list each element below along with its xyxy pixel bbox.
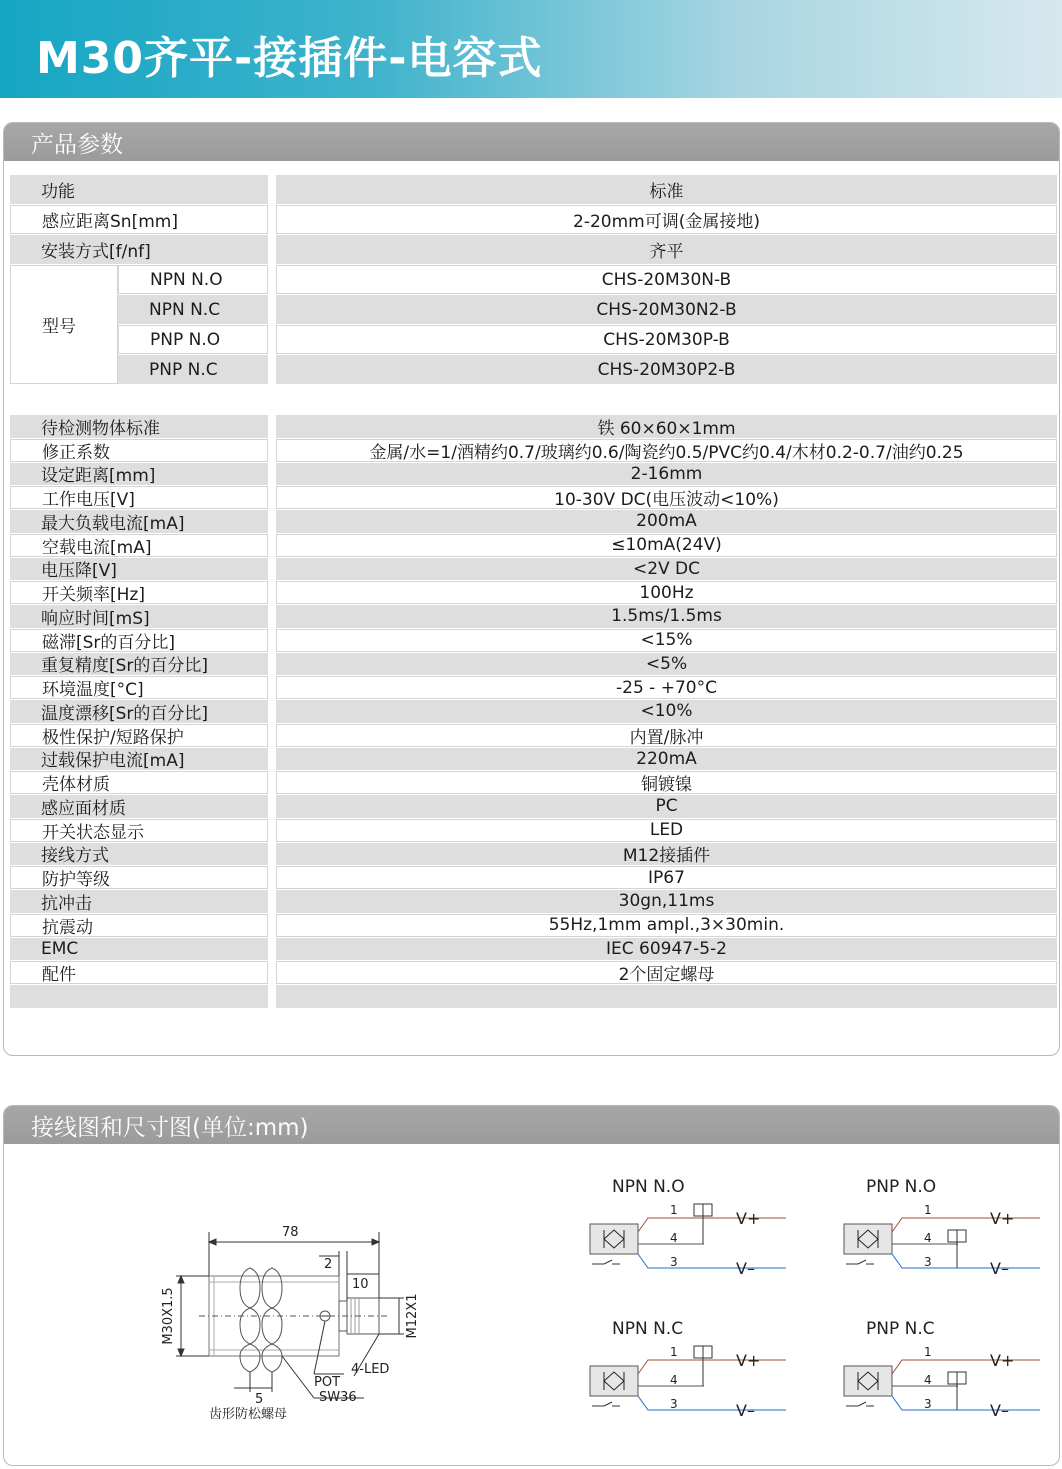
table-header-function: 功能 <box>10 175 268 204</box>
spec-value: -25 - +70°C <box>276 676 1057 699</box>
spec-value: IEC 60947-5-2 <box>276 938 1057 961</box>
wiring-title: NPN N.C <box>612 1319 684 1339</box>
spec-label: 电压降[V] <box>10 558 268 581</box>
dim-thread: M30X1.5 <box>161 1287 176 1345</box>
spec-value: M12接插件 <box>276 843 1057 866</box>
spec-label: 空载电流[mA] <box>10 534 268 557</box>
dimension-drawing <box>154 1216 454 1446</box>
section-title <box>31 1109 309 1142</box>
page-title: M30齐平-接插件-电容式 <box>36 33 543 84</box>
spec-label: 防护等级 <box>10 866 268 889</box>
spec-value: 铜镀镍 <box>276 771 1057 794</box>
spec-label: 温度漂移[Sr的百分比] <box>10 700 268 723</box>
vminus-label: V– <box>736 1259 755 1278</box>
spec-label: 抗震动 <box>10 914 268 937</box>
spec-label: 壳体材质 <box>10 771 268 794</box>
spec-value: <15% <box>276 629 1057 652</box>
pin-1: 1 <box>670 1345 678 1359</box>
spec-label: 开关状态显示 <box>10 819 268 842</box>
pin-4: 4 <box>924 1231 932 1245</box>
spec-value: LED <box>276 819 1057 842</box>
pin-4: 4 <box>670 1231 678 1245</box>
spec-label: 设定距离[mm] <box>10 463 268 486</box>
spec-label: 配件 <box>10 961 268 984</box>
spec-label: 磁滞[Sr的百分比] <box>10 629 268 652</box>
pin-3: 3 <box>924 1397 932 1411</box>
vplus-label: V+ <box>990 1351 1015 1370</box>
model-type-pnp-no: PNP N.O <box>118 325 268 354</box>
vminus-label: V– <box>736 1401 755 1420</box>
spec-label: 感应面材质 <box>10 795 268 818</box>
sensing-distance-value: 2-20mm可调(金属接地) <box>276 205 1057 234</box>
spec-label: 响应时间[mS] <box>10 605 268 628</box>
spec-label: 最大负载电流[mA] <box>10 510 268 533</box>
wrench-label: SW36 <box>319 1390 357 1405</box>
title-banner <box>0 0 1062 98</box>
spec-value: 铁 60×60×1mm <box>276 415 1057 438</box>
spec-value: IP67 <box>276 866 1057 889</box>
spec-label: 工作电压[V] <box>10 486 268 509</box>
mounting-value: 齐平 <box>276 235 1057 264</box>
nut-caption: 齿形防松螺母 <box>209 1407 288 1422</box>
spec-label: 环境温度[°C] <box>10 676 268 699</box>
spec-value: 55Hz,1mm ampl.,3×30min. <box>276 914 1057 937</box>
wiring-diagram <box>586 1316 806 1436</box>
spec-label: 重复精度[Sr的百分比] <box>10 653 268 676</box>
sensing-distance-label: 感应距离Sn[mm] <box>10 205 268 234</box>
pin-1: 1 <box>924 1345 932 1359</box>
pin-4: 4 <box>670 1373 678 1387</box>
model-label: 型号 <box>10 265 118 384</box>
vminus-label: V– <box>990 1259 1009 1278</box>
spec-value: 200mA <box>276 510 1057 533</box>
spec-value: 220mA <box>276 748 1057 771</box>
spec-value: <2V DC <box>276 558 1057 581</box>
spec-value: PC <box>276 795 1057 818</box>
dim-length: 78 <box>282 1225 299 1240</box>
spec-value: 100Hz <box>276 581 1057 604</box>
wiring-diagram <box>840 1174 1060 1294</box>
spec-value: <10% <box>276 700 1057 723</box>
pin-3: 3 <box>670 1255 678 1269</box>
section-title-unit: (单位:mm) <box>192 1115 309 1141</box>
vminus-label: V– <box>990 1401 1009 1420</box>
dim-nut-gap: 5 <box>255 1392 264 1407</box>
wiring-dimension-header <box>4 1106 1059 1144</box>
table-header-standard: 标准 <box>276 175 1057 204</box>
dim-connector: M12X1 <box>405 1293 420 1339</box>
wiring-title: PNP N.C <box>866 1319 935 1339</box>
wiring-title: PNP N.O <box>866 1177 937 1197</box>
pin-3: 3 <box>670 1397 678 1411</box>
spec-value: <5% <box>276 653 1057 676</box>
dim-connector-len: 10 <box>352 1277 369 1292</box>
spec-label: EMC <box>10 938 268 961</box>
spec-value: 1.5ms/1.5ms <box>276 605 1057 628</box>
section-title-main: 接线图和尺寸图 <box>31 1115 192 1141</box>
led-label: 4-LED <box>351 1362 390 1377</box>
spec-value: 2个固定螺母 <box>276 961 1057 984</box>
spec-label: 待检测物体标准 <box>10 415 268 438</box>
pin-4: 4 <box>924 1373 932 1387</box>
product-params-panel <box>3 122 1060 1056</box>
spec-value: 2-16mm <box>276 463 1057 486</box>
section-title: 产品参数 <box>31 132 123 158</box>
spec-label: 极性保护/短路保护 <box>10 724 268 747</box>
dim-flange: 2 <box>324 1257 333 1272</box>
spec-label: 接线方式 <box>10 843 268 866</box>
wiring-dimension-panel <box>3 1105 1060 1466</box>
wiring-diagram <box>586 1174 806 1294</box>
model-type-npn-no: NPN N.O <box>118 265 268 294</box>
model-type-npn-nc: NPN N.C <box>118 295 268 324</box>
vplus-label: V+ <box>736 1209 761 1228</box>
mounting-label: 安装方式[f/nf] <box>10 235 268 264</box>
spec-label: 开关频率[Hz] <box>10 581 268 604</box>
model-code-npn-no: CHS-20M30N-B <box>276 265 1057 294</box>
spec-value: ≤10mA(24V) <box>276 534 1057 557</box>
vplus-label: V+ <box>736 1351 761 1370</box>
model-code-pnp-nc: CHS-20M30P2-B <box>276 355 1057 384</box>
spec-value: 30gn,11ms <box>276 890 1057 913</box>
wiring-diagram <box>840 1316 1060 1436</box>
model-code-npn-nc: CHS-20M30N2-B <box>276 295 1057 324</box>
spec-label <box>10 985 268 1008</box>
spec-value: 内置/脉冲 <box>276 724 1057 747</box>
spec-value <box>276 985 1057 1008</box>
pin-3: 3 <box>924 1255 932 1269</box>
model-type-pnp-nc: PNP N.C <box>118 355 268 384</box>
vplus-label: V+ <box>990 1209 1015 1228</box>
pin-1: 1 <box>670 1203 678 1217</box>
spec-value: 金属/水=1/酒精约0.7/玻璃约0.6/陶瓷约0.5/PVC约0.4/木材0.2-0.7/油约0.25 <box>276 439 1057 462</box>
model-code-pnp-no: CHS-20M30P-B <box>276 325 1057 354</box>
product-params-header <box>4 123 1059 161</box>
spec-value: 10-30V DC(电压波动<10%) <box>276 486 1057 509</box>
spec-label: 抗冲击 <box>10 890 268 913</box>
wiring-title: NPN N.O <box>612 1177 685 1197</box>
pin-1: 1 <box>924 1203 932 1217</box>
spec-label: 修正系数 <box>10 439 268 462</box>
spec-label: 过载保护电流[mA] <box>10 748 268 771</box>
pot-label: POT <box>314 1375 341 1390</box>
